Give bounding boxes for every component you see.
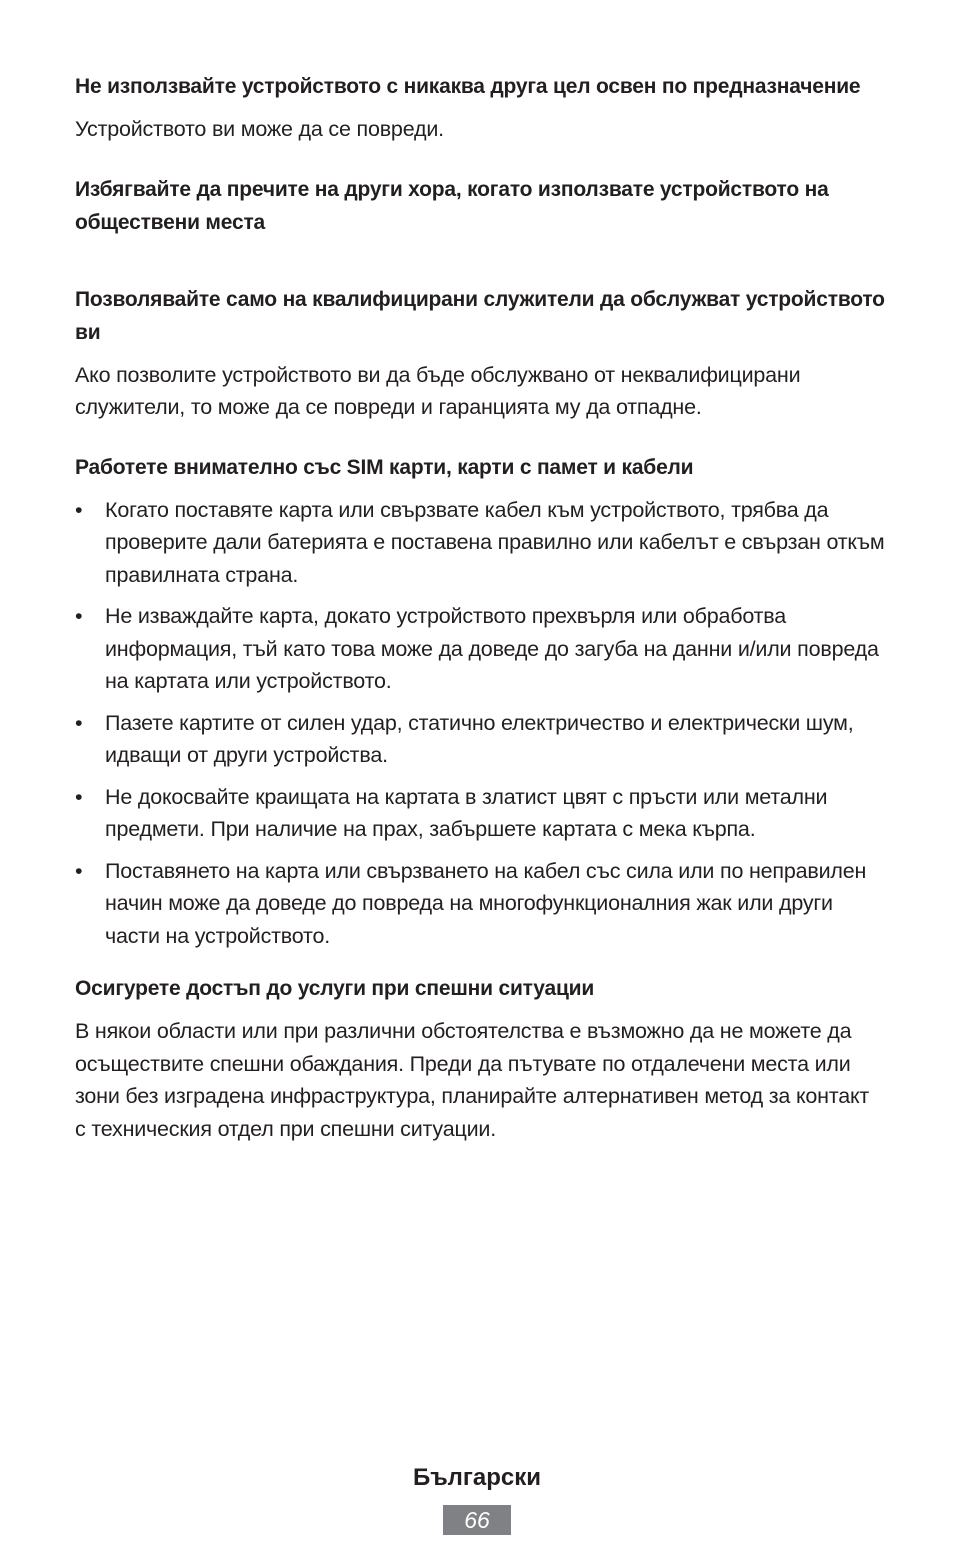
list-item-text: Поставянето на карта или свързването на кабел със сила или по неправилен начин може да доведе до повреда на многофункционалния жак или други части на устройството. — [105, 858, 867, 948]
section-body-purpose: Устройството ви може да се повреди. — [75, 117, 444, 141]
section-heading-qualified-service: Позволявайте само на квалифицирани служители да обслужват устройството ви — [75, 287, 885, 344]
section-heading-public-places: Избягвайте да пречите на други хора, когато използвате устройството на обществени места — [75, 177, 829, 234]
list-item-text: Не докосвайте краищата на картата в златист цвят с пръсти или метални предмети. При наличие на прах, забършете картата с мека кърпа. — [105, 784, 828, 841]
list-item — [75, 600, 885, 698]
sim-cards-bullet-list — [75, 494, 885, 953]
bullet-icon: • — [75, 858, 83, 883]
bullet-icon: • — [75, 784, 83, 809]
document-body — [75, 70, 885, 1145]
list-item — [75, 494, 885, 592]
list-item-text: Когато поставяте карта или свързвате кабел към устройството, трябва да проверите дали батерията е поставена правилно или кабелът е свързан откъм правилната страна. — [105, 497, 885, 587]
list-item — [75, 855, 885, 953]
section-heading-purpose: Не използвайте устройството с никаква друга цел освен по предназначение — [75, 75, 861, 98]
section-body-emergency: В някои области или при различни обстоятелства е възможно да не можете да осъществите спешни обаждания. Преди да пътувате по отдалечени места или зони без изградена инфраструктура, планирайте алтернативен метод за контакт с техническия отдел при спешни ситуации. — [75, 1019, 870, 1141]
section-heading-sim-cards: Работете внимателно със SIM карти, карти с памет и кабели — [75, 455, 694, 479]
section-heading-emergency: Осигурете достъп до услуги при спешни ситуации — [75, 977, 595, 1000]
bullet-icon: • — [75, 497, 83, 522]
list-item — [75, 781, 885, 846]
bullet-icon: • — [75, 710, 83, 735]
list-item — [75, 707, 885, 772]
page-number-badge: 66 — [443, 1505, 511, 1535]
section-body-qualified-service: Ако позволите устройството ви да бъде обслужвано от неквалифицирани служители, то може да се повреди и гаранцията му да отпадне. — [75, 362, 801, 419]
bullet-icon: • — [75, 604, 83, 628]
footer-language: Български — [412, 1464, 542, 1491]
list-item-text: Не изваждайте карта, докато устройството прехвърля или обработва информация, тъй като това може да доведе до загуба на данни и/или повреда на картата или устройството. — [105, 604, 879, 693]
list-item-text: Пазете картите от силен удар, статично електричество и електрически шум, идващи от други устройства. — [105, 710, 854, 767]
